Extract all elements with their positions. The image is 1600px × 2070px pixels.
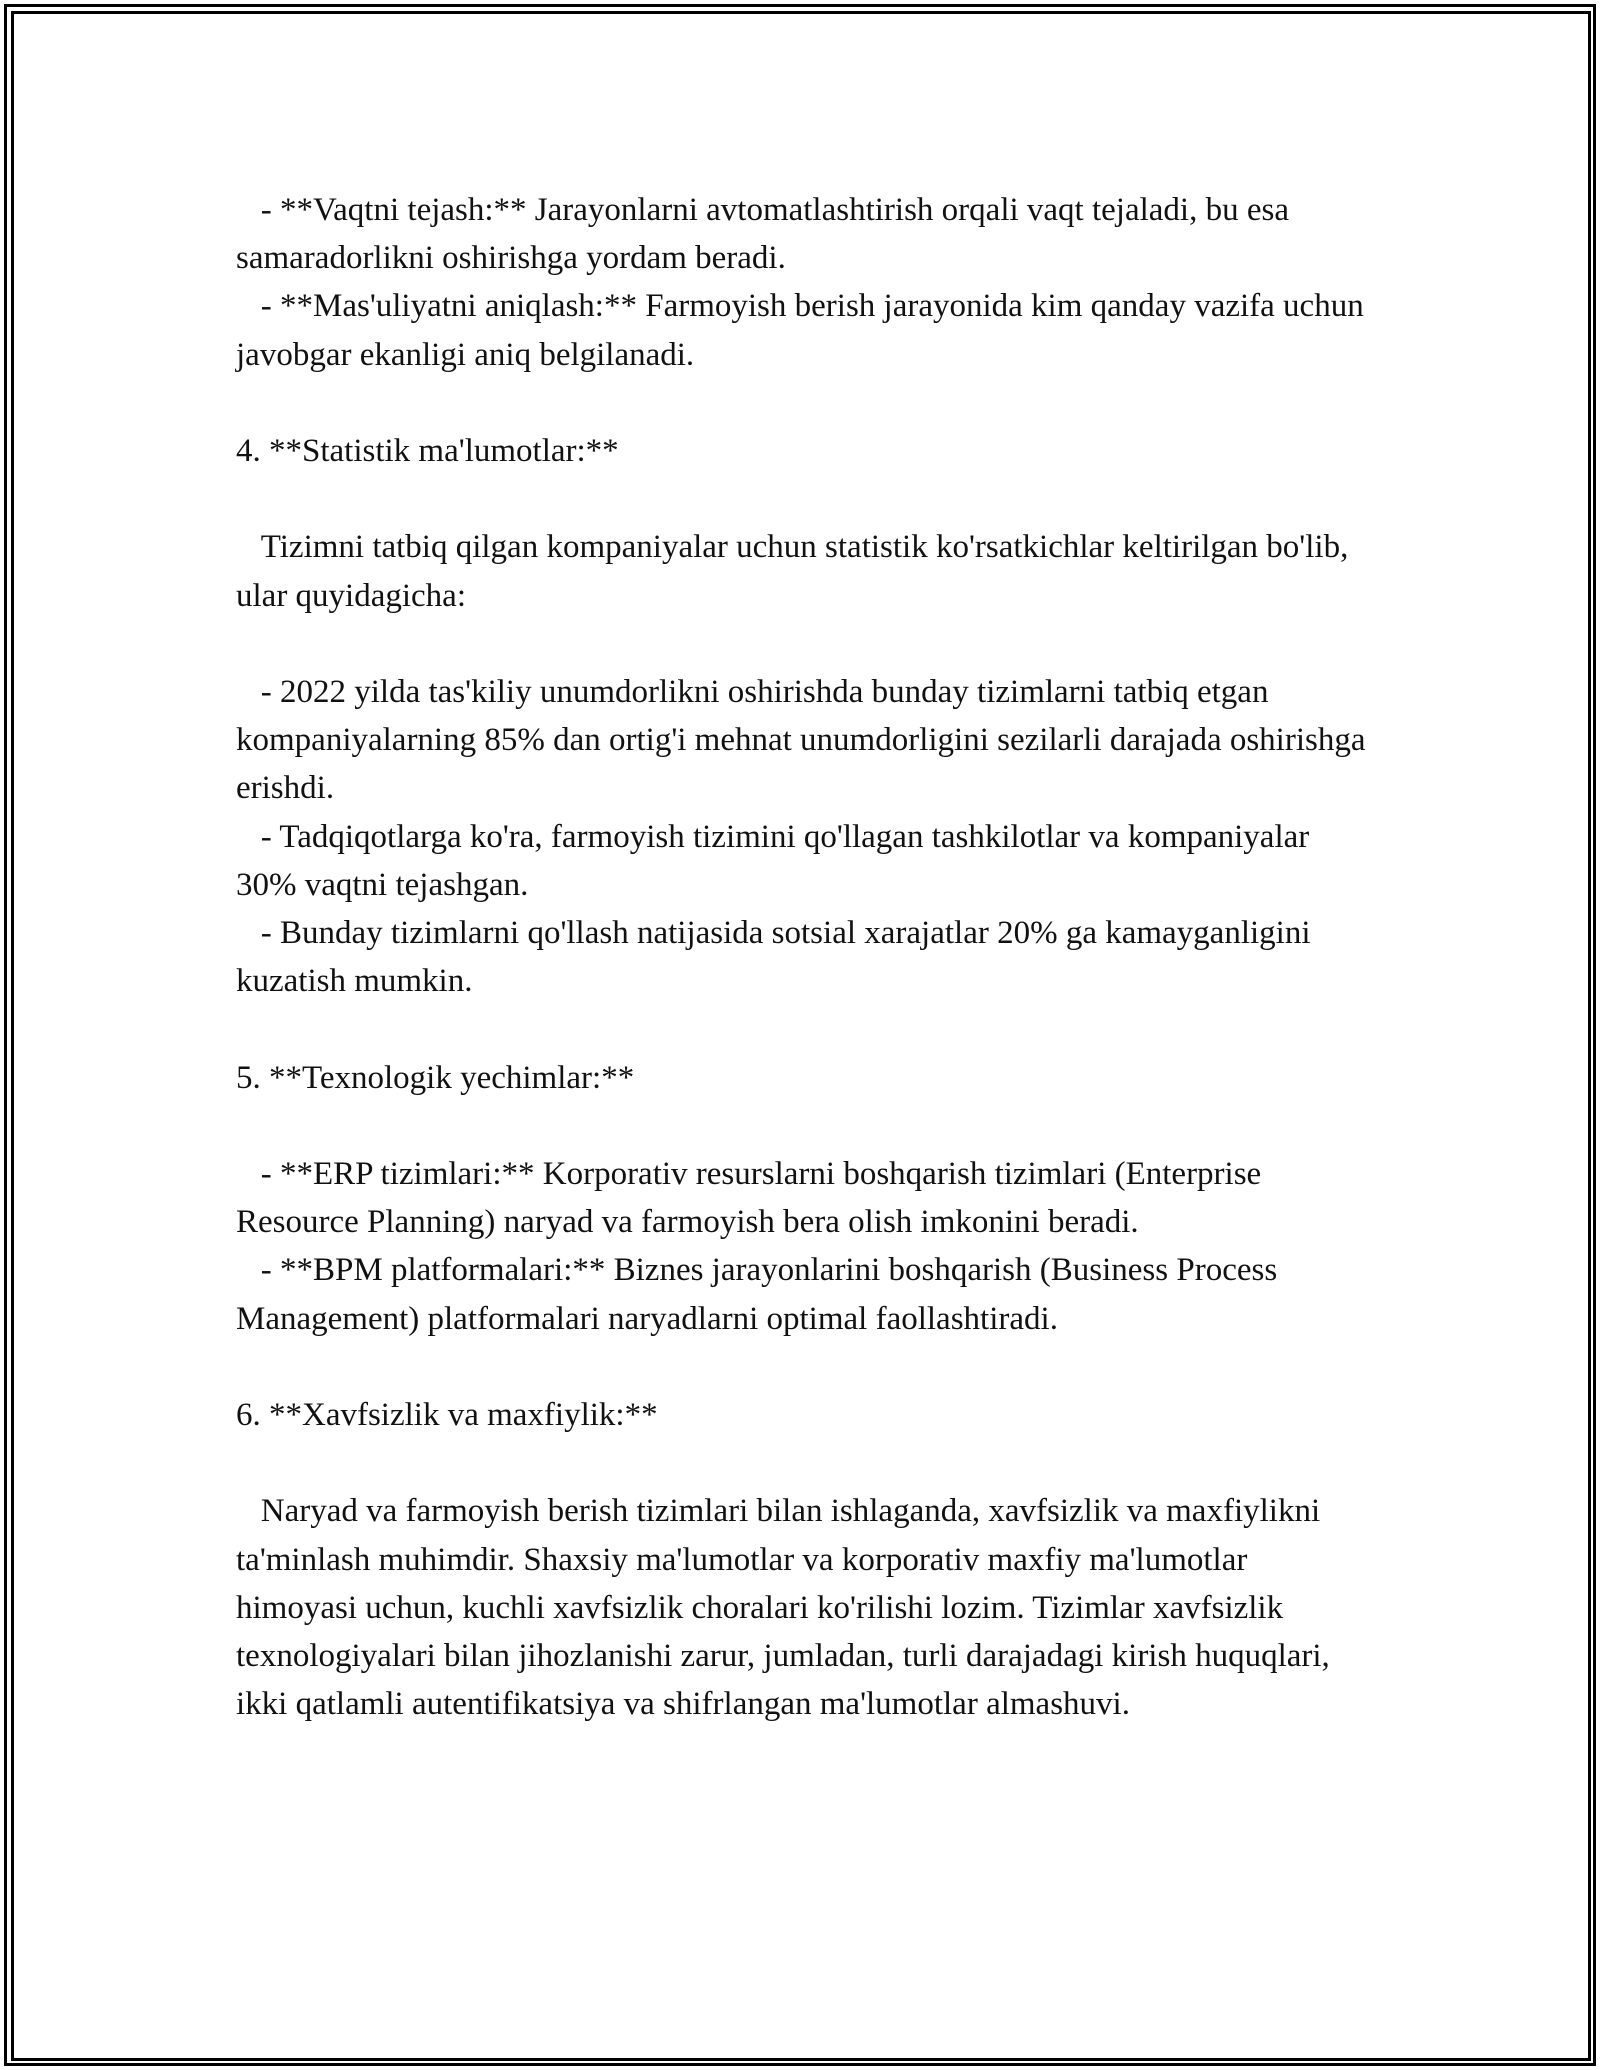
blank-line	[236, 1102, 1366, 1150]
bullet-stat-tadqiqotlar: - Tadqiqotlarga ko'ra, farmoyish tizimini qo'llagan tashkilotlar va kompaniyalar 30% vaqtni tejashgan.	[236, 818, 1318, 903]
heading-xavfsizlik-maxfiylik: 6. **Xavfsizlik va maxfiylik:**	[236, 1396, 658, 1433]
bullet-erp-tizimlari: - **ERP tizimlari:** Korporativ resurslarni boshqarish tizimlari (Enterprise Resource Planning) naryad va farmoyish bera olish imkonini beradi.	[236, 1155, 1270, 1241]
blank-line	[236, 475, 1366, 523]
bullet-vaqtni-tejash: - **Vaqtni tejash:** Jarayonlarni avtomatlashtirish orqali vaqt tejaladi, bu esa samaradorlikni oshirishga yordam beradi.	[236, 192, 1298, 277]
blank-line	[236, 1343, 1366, 1391]
paragraph-statistik-intro: Tizimni tatbiq qilgan kompaniyalar uchun statistik ko'rsatkichlar keltirilgan bo'lib, ular quyidagicha:	[236, 529, 1357, 614]
blank-line	[236, 379, 1366, 427]
bullet-masuliyatni-aniqlash: - **Mas'uliyatni aniqlash:** Farmoyish berish jarayonida kim qanday vazifa uchun javobgar ekanligi aniq belgilanadi.	[236, 288, 1372, 373]
paragraph-xavfsizlik: Naryad va farmoyish berish tizimlari bilan ishlaganda, xavfsizlik va maxfiylikni ta'minlash muhimdir. Shaxsiy ma'lumotlar va korporativ maxfiy ma'lumotlar himoyasi uchun, kuchli xavfsizlik choralari ko'rilishi lozim. Tizimlar xavfsizlik texnologiyalari bilan jihozlanishi zarur, jumladan, turli darajadagi kirish huquqlari, ikki qatlamli autentifikatsiya va shifrlangan ma'lumotlar almashuvi.	[236, 1493, 1339, 1723]
bullet-bpm-platformalari: - **BPM platformalari:** Biznes jarayonlarini boshqarish (Business Process Management) platformalari naryadlarni optimal faollashtiradi.	[236, 1252, 1286, 1337]
blank-line	[236, 1439, 1366, 1487]
heading-texnologik-yechimlar: 5. **Texnologik yechimlar:**	[236, 1059, 635, 1096]
heading-statistik-malumotlar: 4. **Statistik ma'lumotlar:**	[236, 433, 619, 469]
document-body	[236, 186, 1374, 1728]
bullet-stat-2022: - 2022 yilda tas'kiliy unumdorlikni oshirishda bunday tizimlarni tatbiq etgan kompaniyalarning 85% dan ortig'i mehnat unumdorligini sezilarli darajada oshirishga erishdi.	[236, 673, 1374, 807]
bullet-stat-xarajatlar: - Bunday tizimlarni qo'llash natijasida sotsial xarajatlar 20% ga kamayganligini kuzatish mumkin.	[236, 915, 1319, 1000]
blank-line	[236, 620, 1366, 668]
blank-line	[236, 1005, 1366, 1053]
